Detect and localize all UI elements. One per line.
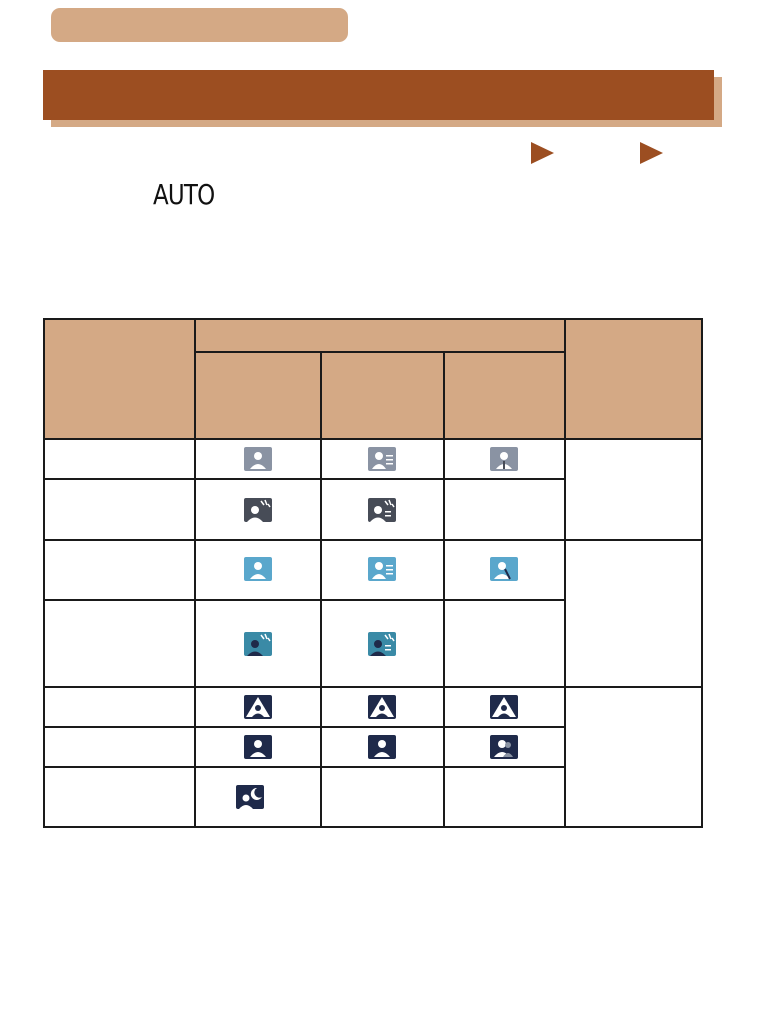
- row-divider: [43, 478, 566, 480]
- play-arrow-icon: [531, 142, 554, 164]
- table-border-top: [43, 318, 703, 320]
- header-subdivider: [194, 351, 566, 353]
- column-divider: [194, 318, 196, 828]
- row-divider: [43, 766, 566, 768]
- row-divider: [43, 599, 566, 601]
- table-border-right: [701, 318, 703, 828]
- row-divider: [43, 539, 703, 541]
- auto-mode-label: AUTO: [153, 178, 215, 211]
- section-tab: [51, 8, 348, 42]
- table-border-left: [43, 318, 45, 828]
- backlit-dark-icon: [244, 498, 272, 522]
- column-divider: [443, 351, 445, 828]
- table-header: [43, 318, 703, 439]
- play-arrow-icon: [640, 142, 663, 164]
- row-divider: [43, 686, 703, 688]
- scene-icon-table: [43, 318, 703, 828]
- portrait-move-gray-icon: [368, 447, 396, 471]
- backlit-teal-icon: [244, 632, 272, 656]
- backlit-move-teal-icon: [368, 632, 396, 656]
- portrait-navy-icon: [244, 735, 272, 759]
- title-banner: [43, 70, 714, 120]
- backlit-move-dark-icon: [368, 498, 396, 522]
- column-divider: [320, 351, 322, 828]
- night-portrait-icon: [236, 785, 264, 809]
- portrait-navy-icon: [368, 735, 396, 759]
- portrait-gray-icon: [244, 447, 272, 471]
- column-divider: [564, 318, 566, 828]
- header-bottom-line: [43, 438, 703, 440]
- row-divider: [43, 726, 566, 728]
- spotlight-icon: [244, 695, 272, 719]
- table-border-bottom: [43, 826, 703, 828]
- spotlight-move-icon: [368, 695, 396, 719]
- portrait-tripod-gray-icon: [490, 447, 518, 471]
- portrait-tripod-navy-icon: [490, 735, 518, 759]
- portrait-move-blue-icon: [368, 557, 396, 581]
- portrait-tripod-blue-icon: [490, 557, 518, 581]
- portrait-blue-icon: [244, 557, 272, 581]
- spotlight-tripod-icon: [490, 695, 518, 719]
